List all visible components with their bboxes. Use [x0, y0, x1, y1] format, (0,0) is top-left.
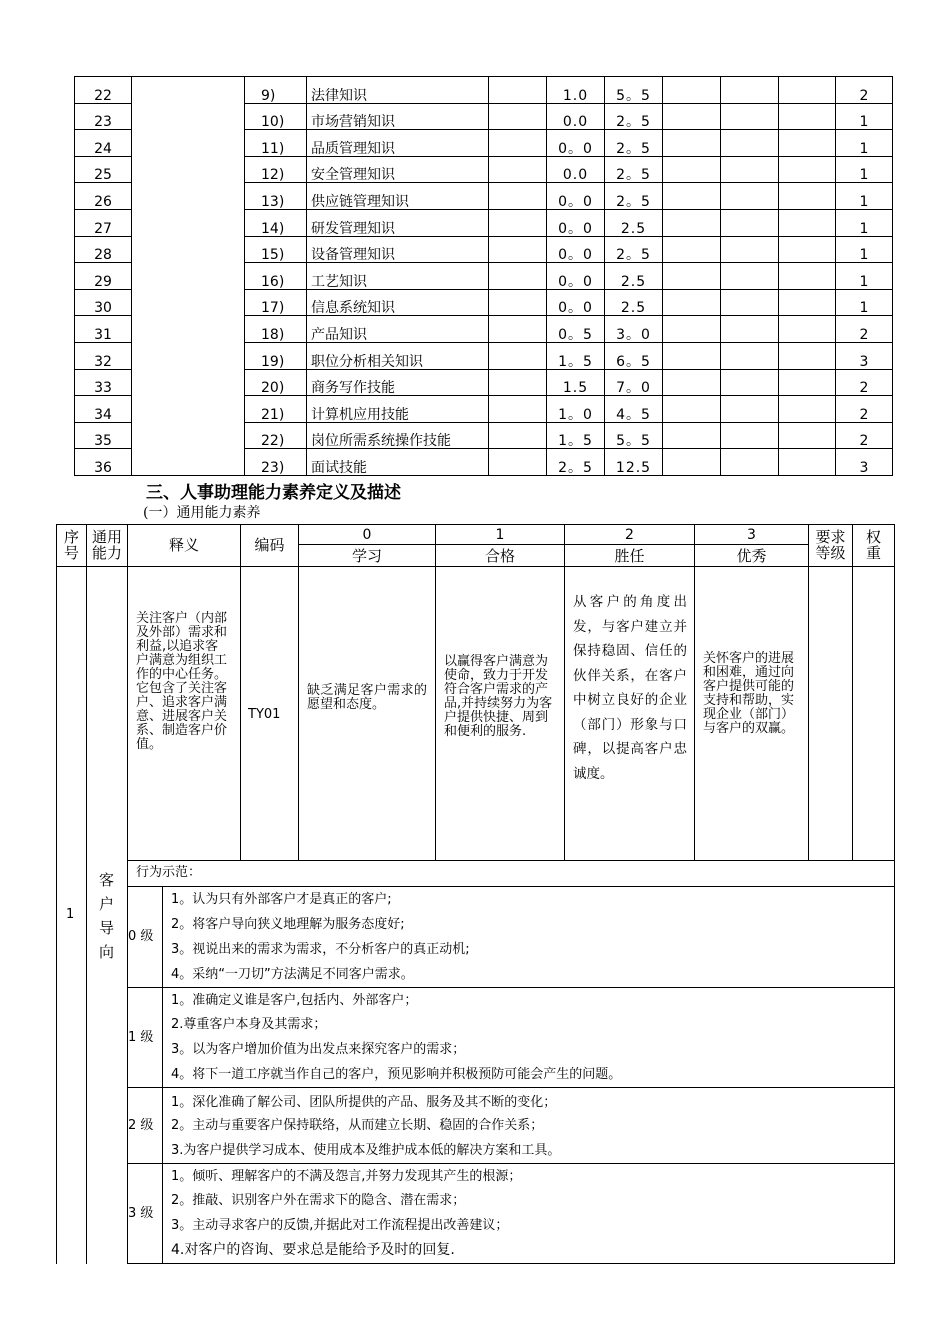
- behavior-item: 2。主动与重要客户保持联络，从而建立长期、稳固的合作关系；: [171, 1118, 544, 1133]
- item-index: 16): [245, 263, 307, 290]
- row-number: 28: [75, 236, 132, 263]
- behavior-item: 4。采纳“一刀切”方法满足不同客户需求。: [171, 967, 414, 982]
- blank-cell: [489, 209, 547, 236]
- min-value: 0。0: [547, 236, 605, 263]
- level-label: 0 级: [128, 929, 154, 944]
- header-level0: 学习: [351, 547, 382, 565]
- blank-cell: [663, 396, 721, 423]
- blank-cell: [663, 289, 721, 316]
- weight-value: 2: [836, 77, 893, 104]
- blank-cell: [721, 103, 779, 130]
- header-level2: 胜任: [614, 547, 645, 565]
- blank-cell: [779, 316, 836, 343]
- behavior-item: 4。将下一道工序就当作自己的客户，预见影响并积极预防可能会产生的问题。: [171, 1067, 622, 1082]
- min-value: 0。0: [547, 130, 605, 157]
- item-index: 22): [245, 422, 307, 449]
- blank-cell: [721, 449, 779, 476]
- row-level0: 缺乏满足客户需求的愿望和态度。: [307, 683, 427, 712]
- section-title: 三、人事助理能力素养定义及描述: [146, 483, 401, 503]
- item-index: 20): [245, 369, 307, 396]
- weight-value: 1: [836, 103, 893, 130]
- min-value: 0.0: [547, 156, 605, 183]
- blank-cell: [779, 236, 836, 263]
- blank-cell: [779, 449, 836, 476]
- blank-cell: [721, 396, 779, 423]
- blank-cell: [663, 209, 721, 236]
- merged-blank-cell: [132, 77, 245, 476]
- blank-cell: [489, 103, 547, 130]
- item-name: 职位分析相关知识: [307, 342, 489, 369]
- item-name: 品质管理知识: [307, 130, 489, 157]
- blank-cell: [779, 369, 836, 396]
- max-value: 6。5: [605, 342, 663, 369]
- blank-cell: [663, 103, 721, 130]
- header-definition: 释义: [168, 536, 199, 554]
- max-value: 5。5: [605, 422, 663, 449]
- blank-cell: [489, 422, 547, 449]
- blank-cell: [489, 263, 547, 290]
- row-code: TY01: [248, 707, 281, 722]
- behavior-item: 2.尊重客户本身及其需求；: [171, 1017, 327, 1032]
- header-level3-num: 3: [747, 527, 756, 543]
- weight-value: 1: [836, 263, 893, 290]
- row-number: 26: [75, 183, 132, 210]
- blank-cell: [663, 422, 721, 449]
- blank-cell: [779, 130, 836, 157]
- blank-cell: [721, 263, 779, 290]
- item-name: 安全管理知识: [307, 156, 489, 183]
- item-index: 23): [245, 449, 307, 476]
- row-seq: 1: [66, 907, 75, 922]
- blank-cell: [779, 209, 836, 236]
- level-label: 1 级: [128, 1030, 154, 1045]
- min-value: 0。0: [547, 183, 605, 210]
- blank-cell: [663, 156, 721, 183]
- item-index: 21): [245, 396, 307, 423]
- blank-cell: [779, 103, 836, 130]
- item-name: 市场营销知识: [307, 103, 489, 130]
- item-name: 产品知识: [307, 316, 489, 343]
- weight-value: 2: [836, 316, 893, 343]
- weight-value: 1: [836, 209, 893, 236]
- blank-cell: [779, 77, 836, 104]
- header-weight: 权重: [865, 528, 881, 562]
- weight-value: 3: [836, 342, 893, 369]
- behavior-item: 1。准确定义谁是客户,包括内、外部客户；: [171, 993, 418, 1008]
- header-level2-num: 2: [625, 527, 634, 543]
- weight-value: 2: [836, 422, 893, 449]
- blank-cell: [489, 236, 547, 263]
- min-value: 1。5: [547, 422, 605, 449]
- min-value: 1.0: [547, 77, 605, 104]
- item-name: 商务写作技能: [307, 369, 489, 396]
- max-value: 2。5: [605, 156, 663, 183]
- behavior-item: 4.对客户的咨询、要求总是能给予及时的回复.: [171, 1242, 455, 1258]
- behavior-item: 3.为客户提供学习成本、使用成本及维护成本低的解决方案和工具。: [171, 1143, 561, 1158]
- weight-value: 1: [836, 289, 893, 316]
- blank-cell: [663, 130, 721, 157]
- row-number: 33: [75, 369, 132, 396]
- row-number: 27: [75, 209, 132, 236]
- min-value: 1。5: [547, 342, 605, 369]
- blank-cell: [721, 209, 779, 236]
- behavior-item: 1。认为只有外部客户才是真正的客户;: [171, 892, 392, 907]
- item-name: 设备管理知识: [307, 236, 489, 263]
- level-label: 2 级: [128, 1118, 154, 1133]
- max-value: 2.5: [605, 289, 663, 316]
- blank-cell: [721, 183, 779, 210]
- min-value: 1。0: [547, 396, 605, 423]
- min-value: 0。0: [547, 289, 605, 316]
- row-ability: 客户导向: [99, 871, 115, 961]
- weight-value: 1: [836, 130, 893, 157]
- item-name: 计算机应用技能: [307, 396, 489, 423]
- min-value: 0。5: [547, 316, 605, 343]
- header-level1-num: 1: [495, 527, 505, 543]
- knowledge-skills-table: [74, 76, 893, 476]
- sub-title: (一）通用能力素养: [143, 505, 261, 521]
- blank-cell: [721, 130, 779, 157]
- blank-cell: [663, 263, 721, 290]
- table-row: [75, 77, 893, 104]
- item-index: 18): [245, 316, 307, 343]
- level-label: 3 级: [128, 1206, 154, 1221]
- blank-cell: [721, 236, 779, 263]
- item-name: 工艺知识: [307, 263, 489, 290]
- weight-value: 1: [836, 236, 893, 263]
- blank-cell: [779, 156, 836, 183]
- item-index: 10): [245, 103, 307, 130]
- blank-cell: [663, 369, 721, 396]
- item-name: 研发管理知识: [307, 209, 489, 236]
- row-number: 30: [75, 289, 132, 316]
- blank-cell: [663, 183, 721, 210]
- row-number: 36: [75, 449, 132, 476]
- row-level2: 从客户的角度出发，与客户建立并保持稳固、信任的伙伴关系，在客户中树立良好的企业（部门）形象与口碑，以提高客户忠诚度。: [573, 594, 687, 782]
- item-index: 13): [245, 183, 307, 210]
- blank-cell: [489, 77, 547, 104]
- row-level3: 关怀客户的进展和困难，通过向客户提供可能的支持和帮助，实现企业（部门）与客户的双赢。: [703, 651, 795, 736]
- blank-cell: [489, 396, 547, 423]
- row-number: 31: [75, 316, 132, 343]
- blank-cell: [489, 156, 547, 183]
- blank-cell: [721, 369, 779, 396]
- max-value: 12.5: [605, 449, 663, 476]
- blank-cell: [663, 449, 721, 476]
- blank-cell: [721, 77, 779, 104]
- blank-cell: [721, 316, 779, 343]
- max-value: 2.5: [605, 263, 663, 290]
- blank-cell: [489, 130, 547, 157]
- max-value: 2。5: [605, 236, 663, 263]
- blank-cell: [779, 289, 836, 316]
- min-value: 0。0: [547, 209, 605, 236]
- blank-cell: [721, 342, 779, 369]
- min-value: 0.0: [547, 103, 605, 130]
- blank-cell: [663, 342, 721, 369]
- min-value: 1.5: [547, 369, 605, 396]
- max-value: 2。5: [605, 103, 663, 130]
- blank-cell: [721, 422, 779, 449]
- row-number: 29: [75, 263, 132, 290]
- row-number: 23: [75, 103, 132, 130]
- blank-cell: [779, 396, 836, 423]
- max-value: 5。5: [605, 77, 663, 104]
- item-name: 供应链管理知识: [307, 183, 489, 210]
- max-value: 2。5: [605, 130, 663, 157]
- blank-cell: [489, 289, 547, 316]
- max-value: 2.5: [605, 209, 663, 236]
- blank-cell: [721, 156, 779, 183]
- item-name: 岗位所需系统操作技能: [307, 422, 489, 449]
- row-number: 25: [75, 156, 132, 183]
- item-name: 面试技能: [307, 449, 489, 476]
- item-index: 11): [245, 130, 307, 157]
- min-value: 2。5: [547, 449, 605, 476]
- header-level0-num: 0: [362, 527, 372, 543]
- blank-cell: [721, 289, 779, 316]
- blank-cell: [663, 77, 721, 104]
- blank-cell: [489, 449, 547, 476]
- blank-cell: [663, 236, 721, 263]
- blank-cell: [489, 316, 547, 343]
- blank-cell: [489, 369, 547, 396]
- row-level1: 以赢得客户满意为使命，致力于开发符合客户需求的产品,并持续努力为客户提供快捷、周到和便利的服务.: [444, 654, 553, 739]
- weight-value: 3: [836, 449, 893, 476]
- blank-cell: [779, 342, 836, 369]
- item-index: 17): [245, 289, 307, 316]
- min-value: 0。0: [547, 263, 605, 290]
- behavior-item: 3。视说出来的需求为需求，不分析客户的真正动机;: [171, 942, 470, 957]
- weight-value: 2: [836, 396, 893, 423]
- behavior-title: 行为示范：: [136, 865, 202, 880]
- behavior-item: 1。倾听、理解客户的不满及怨言,并努力发现其产生的根源；: [171, 1169, 522, 1184]
- blank-cell: [779, 263, 836, 290]
- row-number: 32: [75, 342, 132, 369]
- header-required: 要求等级: [815, 528, 846, 562]
- row-number: 22: [75, 77, 132, 104]
- blank-cell: [779, 183, 836, 210]
- max-value: 7。0: [605, 369, 663, 396]
- item-index: 15): [245, 236, 307, 263]
- item-index: 19): [245, 342, 307, 369]
- max-value: 2。5: [605, 183, 663, 210]
- header-ability: 通用能力: [91, 528, 122, 562]
- item-index: 9): [245, 77, 307, 104]
- item-name: 法律知识: [307, 77, 489, 104]
- max-value: 3。0: [605, 316, 663, 343]
- weight-value: 1: [836, 156, 893, 183]
- row-number: 34: [75, 396, 132, 423]
- header-level1: 合格: [484, 547, 515, 565]
- behavior-item: 3。以为客户增加价值为出发点来探究客户的需求；: [171, 1042, 466, 1057]
- blank-cell: [489, 183, 547, 210]
- row-definition: 关注客户（内部及外部）需求和利益,以追求客户满意为组织工作的中心任务。 它包含了关注客户、追求客户满意、进展客户关系、制造客户价值。: [136, 611, 228, 752]
- max-value: 4。5: [605, 396, 663, 423]
- blank-cell: [663, 316, 721, 343]
- weight-value: 1: [836, 183, 893, 210]
- item-index: 14): [245, 209, 307, 236]
- behavior-item: 2。将客户导向狭义地理解为服务态度好;: [171, 917, 405, 932]
- header-level3: 优秀: [736, 547, 767, 565]
- blank-cell: [779, 422, 836, 449]
- blank-cell: [489, 342, 547, 369]
- weight-value: 2: [836, 369, 893, 396]
- row-number: 35: [75, 422, 132, 449]
- row-number: 24: [75, 130, 132, 157]
- header-seq: 序号: [63, 528, 79, 562]
- behavior-item: 1。深化准确了解公司、团队所提供的产品、服务及其不断的变化；: [171, 1095, 557, 1110]
- item-name: 信息系统知识: [307, 289, 489, 316]
- behavior-item: 2。推敲、识别客户外在需求下的隐含、潜在需求；: [171, 1193, 466, 1208]
- behavior-item: 3。主动寻求客户的反馈,并据此对工作流程提出改善建议；: [171, 1218, 509, 1233]
- item-index: 12): [245, 156, 307, 183]
- header-code: 编码: [254, 536, 285, 554]
